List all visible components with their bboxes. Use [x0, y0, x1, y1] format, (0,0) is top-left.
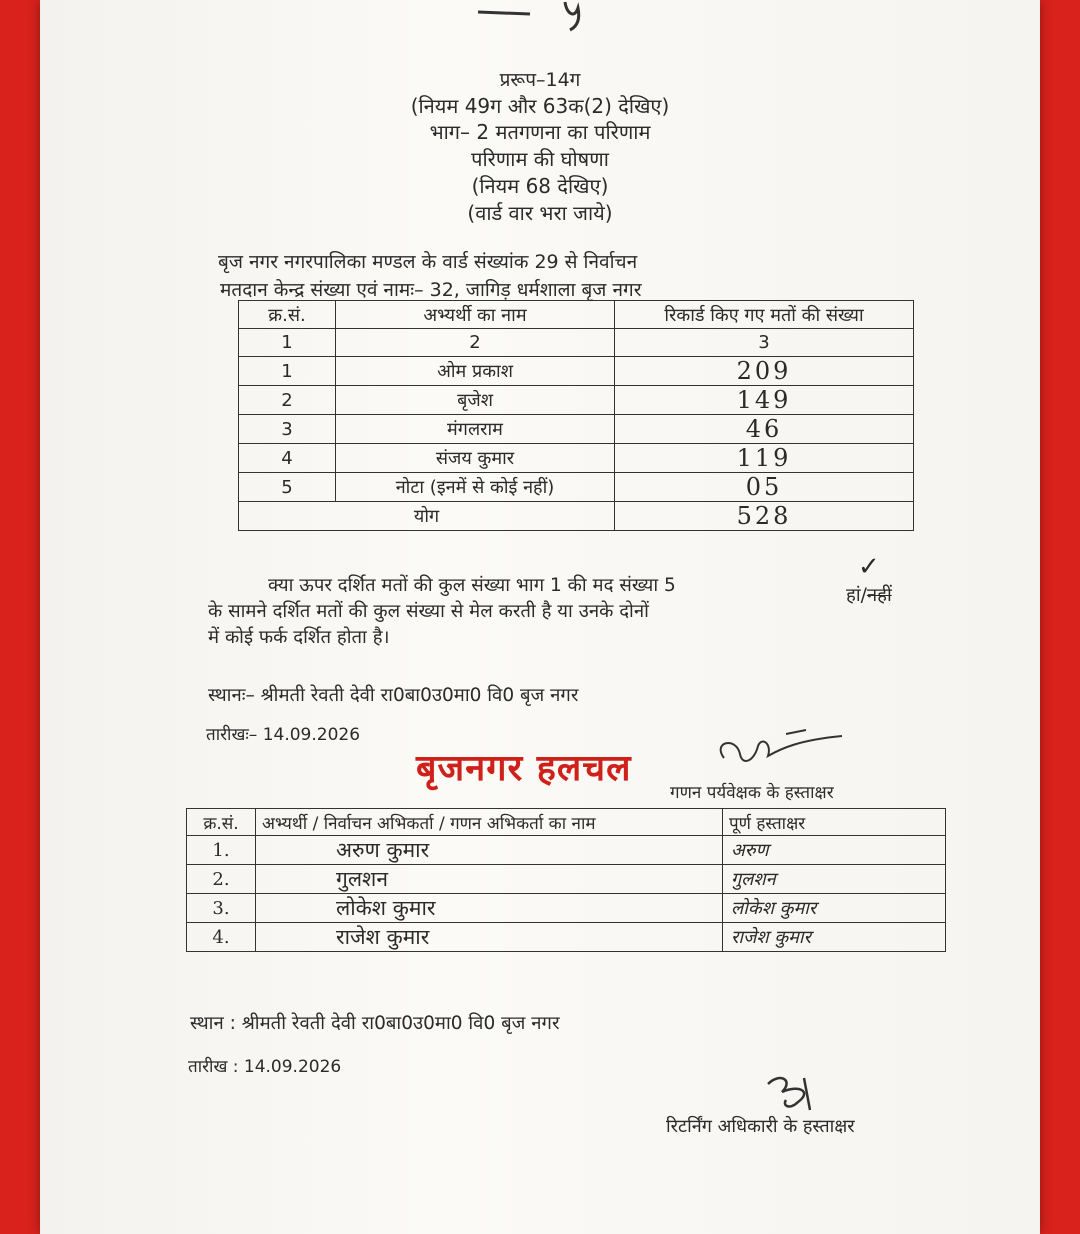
- agent-signature: गुलशन: [723, 865, 946, 894]
- table-row: [187, 894, 946, 923]
- row-votes: 149: [615, 386, 914, 415]
- row-candidate: ओम प्रकाश: [336, 357, 615, 386]
- answer-separator: /: [860, 585, 867, 606]
- row-votes: 209: [615, 357, 914, 386]
- question-line-1: क्या ऊपर दर्शित मतों की कुल संख्या भाग 1 की मद संख्या 5: [268, 575, 676, 596]
- table-row: [239, 357, 914, 386]
- watermark-stamp: बृजनगर हलचल: [416, 748, 632, 789]
- agent-signature: अरुण: [723, 836, 946, 865]
- col-number: 2: [336, 329, 615, 357]
- total-votes: 528: [615, 502, 914, 531]
- agent-sno: 2.: [187, 865, 256, 894]
- returning-officer-label: रिटर्निंग अधिकारी के हस्ताक्षर: [666, 1116, 855, 1137]
- answer-no: नहीं: [866, 585, 892, 606]
- col-number: 1: [239, 329, 336, 357]
- yes-no-answer: [846, 582, 892, 607]
- agent-sno: 4.: [187, 923, 256, 952]
- intro-line-1: बृज नगर नगरपालिका मण्डल के वार्ड संख्यांक 29 से निर्वाचन: [218, 251, 638, 273]
- returning-officer-signature-icon: [760, 1070, 840, 1120]
- row-candidate: बृजेश: [336, 386, 615, 415]
- table-row: [239, 444, 914, 473]
- intro-line-2: मतदान केन्द्र संख्या एवं नामः– 32, जागिड़ धर्मशाला बृज नगर: [220, 279, 642, 301]
- row-votes: 05: [615, 473, 914, 502]
- question-line-3: में कोई फर्क दर्शित होता है।: [208, 627, 390, 648]
- table-row: [239, 386, 914, 415]
- supervisor-signature-icon: [710, 728, 860, 780]
- total-label: योग: [239, 502, 615, 531]
- header-votes: रिकार्ड किए गए मतों की संख्या: [615, 301, 914, 329]
- results-table: [238, 300, 914, 531]
- agent-name: लोकेश कुमार: [256, 894, 723, 923]
- total-row: [239, 502, 914, 531]
- header-sno: क्र.सं.: [239, 301, 336, 329]
- rule68-reference: (नियम 68 देखिए): [471, 174, 609, 198]
- row-votes: 46: [615, 415, 914, 444]
- date-2: तारीख : 14.09.2026: [188, 1057, 342, 1077]
- agent-name: अरुण कुमार: [256, 836, 723, 865]
- table-row: [239, 473, 914, 502]
- row-candidate: नोटा (इनमें से कोई नहीं): [336, 473, 615, 502]
- table-row: [187, 836, 946, 865]
- agent-sno: 1.: [187, 836, 256, 865]
- header-sno: क्र.सं.: [187, 809, 256, 836]
- ward-note: (वार्ड वार भरा जाये): [467, 201, 613, 225]
- row-sno: 2: [239, 386, 336, 415]
- header-agent-name: अभ्यर्थी / निर्वाचन अभिकर्ता / गणन अभिकर्ता का नाम: [256, 809, 723, 836]
- part-heading: भाग– 2 मतगणना का परिणाम: [429, 120, 651, 144]
- agent-sno: 3.: [187, 894, 256, 923]
- table-header-row: [239, 301, 914, 329]
- agent-name: राजेश कुमार: [256, 923, 723, 952]
- answer-yes: हां: [846, 585, 861, 606]
- agents-table: [186, 808, 946, 952]
- row-candidate: संजय कुमार: [336, 444, 615, 473]
- table-row: [187, 865, 946, 894]
- question-line-2: के सामने दर्शित मतों की कुल संख्या से मेल करती है या उनके दोनों: [208, 601, 649, 622]
- header-signature: पूर्ण हस्ताक्षर: [723, 809, 946, 836]
- declaration-heading: परिणाम की घोषणा: [471, 147, 609, 171]
- pen-scribble-icon: [470, 0, 610, 32]
- row-votes: 119: [615, 444, 914, 473]
- agents-header-row: [187, 809, 946, 836]
- col-number: 3: [615, 329, 914, 357]
- place-2: स्थान : श्रीमती रेवती देवी रा0बा0उ0मा0 वि0 बृज नगर: [190, 1013, 560, 1034]
- column-number-row: [239, 329, 914, 357]
- row-sno: 3: [239, 415, 336, 444]
- row-sno: 1: [239, 357, 336, 386]
- rule-reference: (नियम 49ग और 63क(2) देखिए): [410, 94, 670, 118]
- tick-mark-icon: ✓: [858, 552, 880, 582]
- agent-signature: राजेश कुमार: [723, 923, 946, 952]
- row-sno: 5: [239, 473, 336, 502]
- row-sno: 4: [239, 444, 336, 473]
- place-1: स्थानः– श्रीमती रेवती देवी रा0बा0उ0मा0 वि0 बृज नगर: [208, 685, 579, 706]
- date-1: तारीखः– 14.09.2026: [206, 725, 361, 745]
- header-candidate: अभ्यर्थी का नाम: [336, 301, 615, 329]
- agent-name: गुलशन: [256, 865, 723, 894]
- agent-signature: लोकेश कुमार: [723, 894, 946, 923]
- row-candidate: मंगलराम: [336, 415, 615, 444]
- supervisor-signature-label: गणन पर्यवेक्षक के हस्ताक्षर: [670, 783, 834, 803]
- document-page: [40, 0, 1040, 1234]
- table-row: [239, 415, 914, 444]
- form-number: प्ररूप–14ग: [499, 69, 581, 91]
- table-row: [187, 923, 946, 952]
